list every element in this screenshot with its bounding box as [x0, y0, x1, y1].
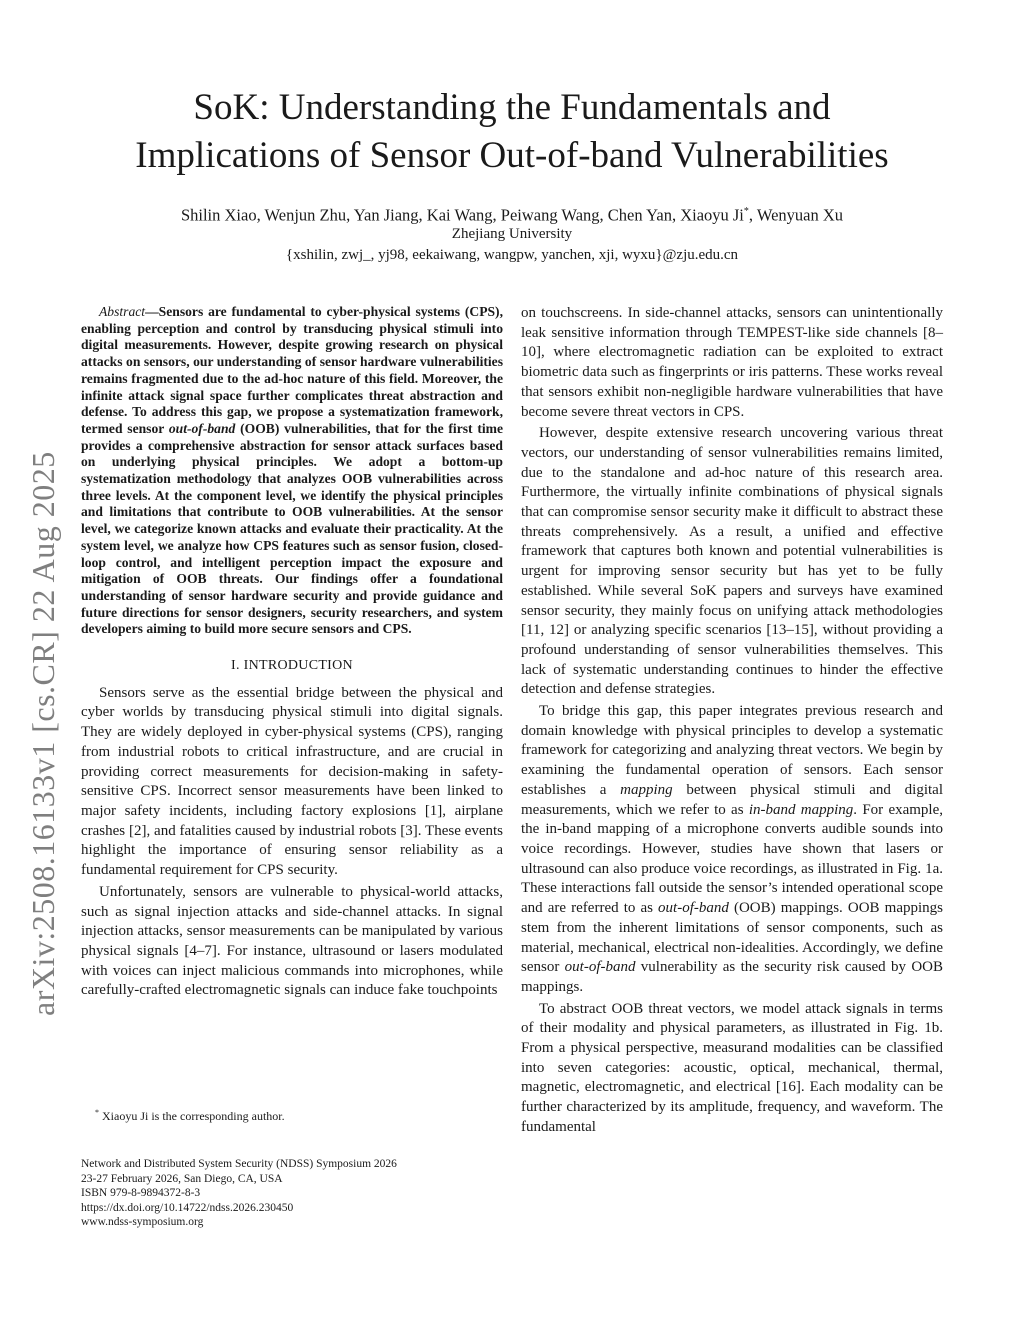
p4-text-a: To bridge this gap, this paper integrates previous research and domain knowledge with physical principles to develop a systematic framework for categorizing and analyzing threat vectors. We begin by examining the fundamental operation of sensors. Each sensor establishes a — [521, 703, 943, 798]
title-line-1: SoK: Understanding the Fundamentals and — [193, 87, 831, 128]
venue-line: 23-27 February 2026, San Diego, CA, USA — [81, 1172, 283, 1185]
p4-text-e: vulnerability as the security risk caused by OOB mappings. — [521, 959, 943, 995]
footnote-mark: * — [95, 1108, 99, 1117]
p4-emph-in-band: in-band mapping — [748, 801, 854, 818]
intro-paragraph-5: To abstract OOB threat vectors, we model attack signals in terms of their modality and physical parameters, as illustrated in Fig. 1b. From a physical perspective, measurand modalities can be classified into seven categories: acoustic, optical, mechanical, thermal, magnetic, electromagnetic, and electrical [16]. Each modality can be further characterized by its amplitude, frequency, and waveform. The fundamental — [521, 1000, 943, 1135]
venue-doi-link[interactable]: https://dx.doi.org/10.14722/ndss.2026.230450 — [81, 1201, 294, 1214]
right-column — [521, 304, 943, 1140]
paper-title — [60, 84, 964, 180]
section-heading-introduction — [81, 656, 503, 676]
abstract-label: Abstract — [99, 304, 146, 319]
p4-emph-out-of-band: out-of-band — [658, 900, 729, 917]
left-column — [81, 304, 503, 1003]
intro-paragraph-3: However, despite extensive research uncovering various threat vectors, our understanding of sensor vulnerabilities remains limited, due to the standalone and ad-hoc nature of this research area. Furthermore, the virtually infinite combinations of physical signals that can compromise sensor security make it difficult to abstract these threats comprehensively. As a result, a unified and effective framework that captures both known and potential vulnerabilities is urgent for improving sensor security but has yet to be fully established. While several SoK papers and surveys have examined sensor security, they mainly focus on unifying attack methodologies [11, 12] or analyzing specific scenarios [13–15], without providing a profound understanding of sensor vulnerabilities themselves. This lack of systematic understanding continues to hinder the effective detection and defense strategies. — [521, 425, 943, 698]
section-heading-initial: I — [243, 658, 249, 674]
abstract-emph: out-of-band — [168, 420, 236, 436]
intro-paragraph-1: Sensors serve as the essential bridge between the physical and cyber worlds by transducing physical stimuli into digital signals. They are widely deployed in cyber-physical systems (CPS), ranging from industrial robots to critical infrastructure, and are crucial in providing correct measurements for decision-making in safety-sensitive CPS. Incorrect sensor measurements have been linked to major safety incidents, including factory explosions [1], airplane crashes [2], and fatalities caused by industrial robots [3]. These events highlight the importance of ensuring sensor reliability as a fundamental requirement for CPS security. — [81, 684, 503, 879]
abstract — [81, 304, 503, 638]
p4-emph-out-of-band-2: out-of-band — [564, 959, 636, 976]
intro-paragraph-4 — [521, 702, 943, 998]
venue-website-link[interactable]: www.ndss-symposium.org — [81, 1216, 204, 1228]
abstract-text-1: Sensors are fundamental to cyber-physical systems (CPS), enabling perception and control by transducing physical stimuli into digital measurements. However, despite growing research on physical attacks on sensors, our understanding of sensor hardware vulnerabilities remains fragmented due to the ad-hoc nature of this field. Moreover, the infinite attack signal space further complicates threat abstraction and defense. To address this gap, we propose a systematization framework, termed sensor — [81, 304, 503, 436]
author-emails: {xshilin, zwj_, yj98, eekaiwang, wangpw, yanchen, xji, wyxu}@zju.edu.cn — [285, 247, 739, 263]
venue-info — [81, 1157, 501, 1230]
footnote — [95, 1105, 503, 1124]
venue-line: Network and Distributed System Security (NDSS) Symposium 2026 — [81, 1158, 397, 1170]
arxiv-stamp: arXiv:2508.16133v1 [cs.CR] 22 Aug 2025 — [25, 451, 61, 1016]
intro-paragraph-2: Unfortunately, sensors are vulnerable to physical-world attacks, such as signal injection attacks and side-channel attacks. In signal injection attacks, sensor measurements can be manipulated by various physical signals [4–7]. For instance, ultrasound or lasers modulated with voices can inject malicious commands into microphones, while carefully-crafted electromagnetic signals can induce fake touchpoints — [81, 883, 503, 999]
section-heading-rest: NTRODUCTION — [248, 658, 353, 674]
author-list — [60, 201, 964, 227]
title-line-2: Implications of Sensor Out-of-band Vulnerabilities — [135, 135, 889, 176]
p4-text-b: between physical stimuli and digital measurements, which we refer to as — [521, 781, 943, 818]
abstract-text-2: (OOB) vulnerabilities, that for the first time provides a comprehensive abstraction for sensor attack surfaces based on underlying physical principles. We adopt a bottom-up systematization methodology that analyzes OOB vulnerabilities across three levels. At the component level, we identify the physical principles and limitations that contribute to OOB vulnerabilities. At the sensor level, we categorize known attacks and evaluate their practicality. At the system level, we analyze how CPS features such as sensor fusion, closed-loop control, and intelligent perception impact the exposure and mitigation of OOB threats. Our findings offer a foundational understanding of sensor hardware security and provide guidance and future directions for sensor designers, security researchers, and system developers aiming to build more secure sensors and CPS. — [81, 420, 503, 637]
section-number: I. — [231, 658, 244, 674]
authors-text: Shilin Xiao, Wenjun Zhu, Yan Jiang, Kai Wang, Peiwang Wang, Chen Yan, Xiaoyu Ji — [180, 205, 744, 225]
abstract-dash: — — [145, 304, 159, 319]
venue-line: ISBN 979-8-9894372-8-3 — [81, 1187, 201, 1199]
intro-paragraph-2-cont: on touchscreens. In side-channel attacks, sensors can unintentionally leak sensitive information through TEMPEST-like side channels [8–10], where electromagnetic radiation can be exploited to extract biometric data such as fingerprints or iris patterns. These works reveal that sensors exhibit non-negligible hardware vulnerabilities that have become severe threat vectors in CPS. — [521, 305, 943, 420]
p4-text-c: . For example, the in-band mapping of a microphone converts audible sounds into voice recordings. However, studies have shown that lasers or ultrasound can also produce voice recordings, as illustrated in Fig. 1a. These interactions fall outside the sensor’s intended operational scope and are referred to as — [521, 801, 943, 917]
p4-emph-mapping: mapping — [620, 781, 673, 798]
p4-text-d: (OOB) mappings. OOB mappings stem from the inherent limitations of sensor components, such as material, mechanical, electrical non-idealities. Accordingly, we define sensor — [521, 900, 943, 976]
affiliation: Zhejiang University — [451, 226, 573, 242]
corresponding-author-mark: * — [743, 206, 749, 217]
footnote-text: Xiaoyu Ji is the corresponding author. — [99, 1109, 285, 1123]
authors-text-tail: , Wenyuan Xu — [748, 205, 844, 225]
